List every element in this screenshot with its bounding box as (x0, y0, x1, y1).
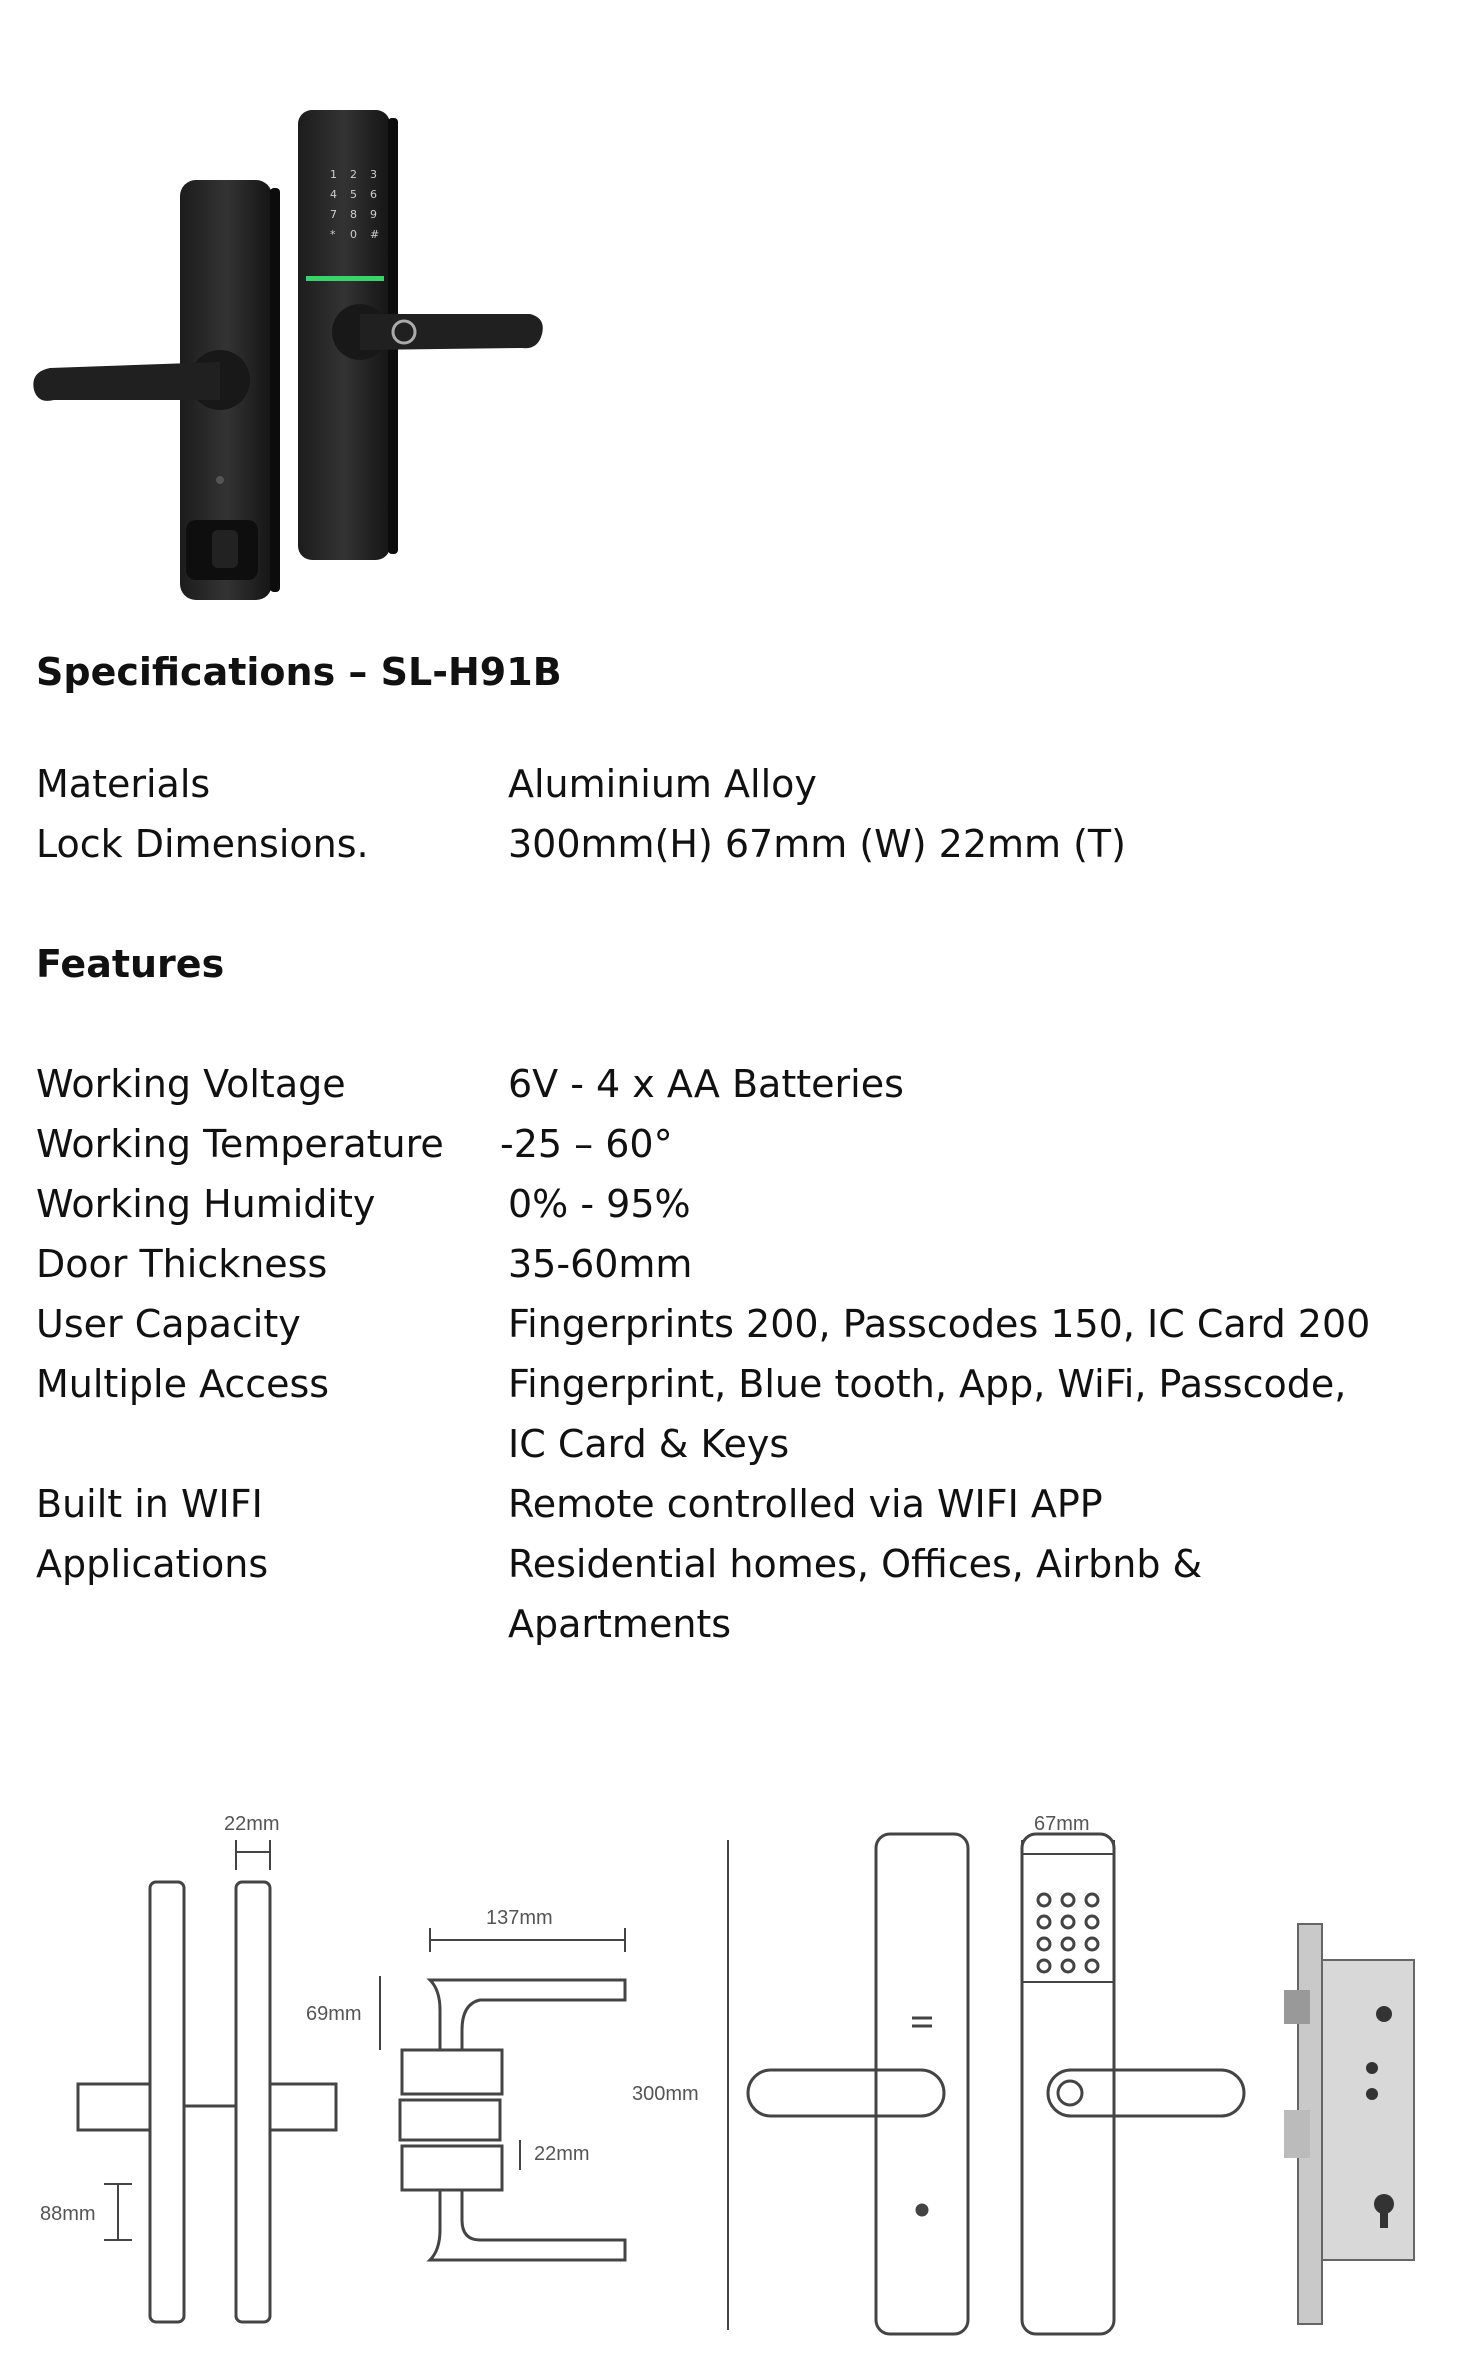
spec-value: 300mm(H) 67mm (W) 22mm (T) (508, 822, 1126, 866)
back-plate (33, 180, 280, 600)
dim-handle-length: 137mm (486, 1907, 553, 1929)
technical-drawing (0, 1800, 1463, 2357)
spec-label: Lock Dimensions. (36, 822, 369, 866)
svg-text:5: 5 (350, 188, 357, 201)
dim-handle-offset: 69mm (306, 2003, 362, 2025)
feature-value-continued: Apartments (508, 1602, 732, 1646)
svg-text:4: 4 (330, 188, 337, 201)
feature-value: 35-60mm (508, 1242, 693, 1286)
svg-text:9: 9 (370, 208, 377, 221)
side-view (78, 1840, 336, 2322)
feature-label: Built in WIFI (36, 1482, 263, 1526)
feature-value: -25 – 60° (500, 1122, 673, 1166)
svg-text:8: 8 (350, 208, 357, 221)
dim-width: 67mm (1034, 1813, 1090, 1835)
svg-text:6: 6 (370, 188, 377, 201)
feature-value-continued: IC Card & Keys (508, 1422, 790, 1466)
front-plate (298, 110, 543, 560)
spec-label: Materials (36, 762, 211, 806)
svg-text:3: 3 (370, 168, 377, 181)
product-photo (30, 100, 550, 610)
handle-view (380, 1928, 625, 2260)
mortise-lock (1284, 1924, 1414, 2324)
feature-value: Residential homes, Offices, Airbnb & (508, 1542, 1203, 1586)
feature-label: Working Humidity (36, 1182, 376, 1226)
svg-text:0: 0 (350, 228, 357, 241)
dim-height: 300mm (632, 2083, 699, 2105)
dim-thickness: 22mm (224, 1813, 280, 1835)
dim-spindle: 22mm (534, 2143, 590, 2165)
feature-label: Applications (36, 1542, 269, 1586)
svg-text:#: # (370, 228, 380, 241)
svg-text:*: * (330, 228, 336, 241)
feature-value: 0% - 95% (508, 1182, 691, 1226)
svg-text:2: 2 (350, 168, 357, 181)
dim-lower-offset: 88mm (40, 2203, 96, 2225)
spec-value: Aluminium Alloy (508, 762, 817, 806)
feature-label: Working Temperature (36, 1122, 444, 1166)
back-view (728, 1834, 968, 2334)
feature-label: User Capacity (36, 1302, 301, 1346)
spec-title: Specifications – SL-H91B (36, 650, 562, 694)
feature-label: Multiple Access (36, 1362, 330, 1406)
feature-label: Door Thickness (36, 1242, 328, 1286)
features-heading: Features (36, 942, 225, 986)
feature-label: Working Voltage (36, 1062, 346, 1106)
feature-value: Remote controlled via WIFI APP (508, 1482, 1103, 1526)
feature-value: Fingerprint, Blue tooth, App, WiFi, Passcode, (508, 1362, 1347, 1406)
svg-text:7: 7 (330, 208, 337, 221)
feature-value: Fingerprints 200, Passcodes 150, IC Card 200 (508, 1302, 1371, 1346)
front-view (1022, 1834, 1244, 2334)
svg-text:1: 1 (330, 168, 337, 181)
feature-value: 6V - 4 x AA Batteries (508, 1062, 904, 1106)
